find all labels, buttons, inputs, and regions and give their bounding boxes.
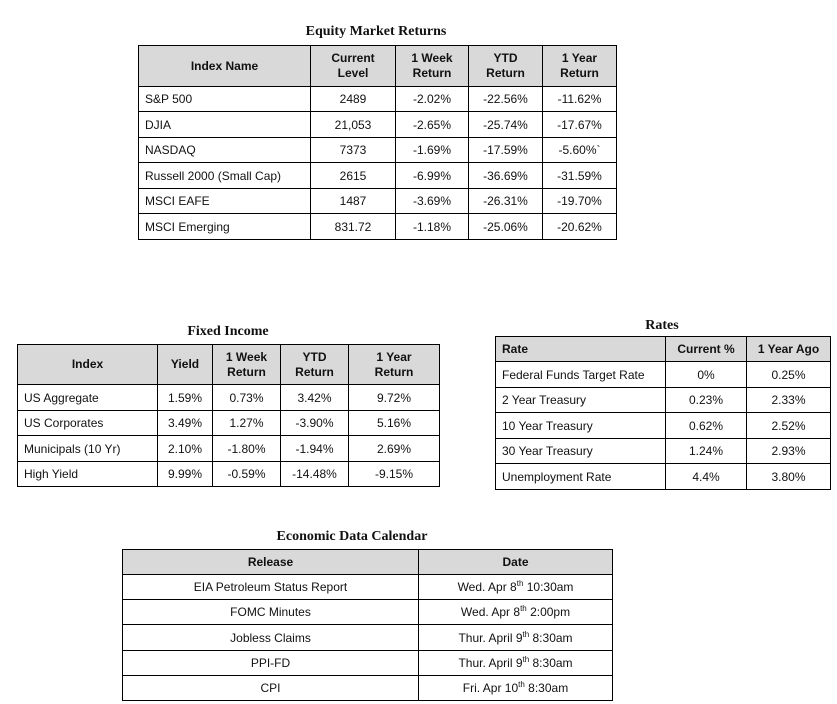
equity-cell: -22.56% [469,87,543,112]
fixed-income-cell: Municipals (10 Yr) [18,436,158,462]
rates-title: Rates [645,318,679,333]
table-row [139,163,617,189]
date-text: Thur. April 9 [458,656,523,670]
table-row [496,388,831,413]
fixed-income-cell: -1.94% [281,436,349,462]
rates-cell: 3.80% [747,464,831,490]
rates-cell: 0.62% [666,413,747,439]
rates-cell: 10 Year Treasury [496,413,666,439]
equity-cell: -36.69% [469,163,543,189]
calendar-table [122,549,613,701]
calendar-header-row [123,550,613,575]
fixed-income-cell: 0.73% [213,385,281,411]
date-suffix: th [520,604,527,613]
fixed-income-cell: 5.16% [349,411,440,436]
equity-cell: -25.74% [469,112,543,138]
fixed-income-cell: 3.49% [158,411,213,436]
date-time: 10:30am [523,580,574,594]
rates-cell: 30 Year Treasury [496,439,666,464]
fixed-income-cell: US Corporates [18,411,158,436]
rates-header: Current % [666,337,747,362]
fixed-income-cell: 9.72% [349,385,440,411]
equity-cell: -31.59% [543,163,617,189]
equity-header-row [139,46,617,87]
equity-cell: -5.60%` [543,138,617,163]
table-row [18,462,440,487]
equity-cell: 7373 [311,138,396,163]
fixed-income-cell: -3.90% [281,411,349,436]
calendar-date [419,625,613,651]
calendar-header: Date [419,550,613,575]
equity-cell: -11.62% [543,87,617,112]
equity-cell: 2489 [311,87,396,112]
date-time: 8:30am [524,681,569,695]
table-row [123,651,613,676]
date-text: Wed. Apr 8 [457,580,517,594]
fixed-income-cell: 9.99% [158,462,213,487]
calendar-release: Jobless Claims [123,625,419,651]
date-suffix: th [522,655,530,664]
table-row [18,411,440,436]
equity-cell: DJIA [139,112,311,138]
equity-cell: -1.69% [396,138,469,163]
equity-cell: 1487 [311,189,396,214]
equity-cell: 2615 [311,163,396,189]
fixed-income-cell: 1.59% [158,385,213,411]
date-time: 8:30am [529,630,573,645]
date-text: Wed. Apr 8 [460,605,521,619]
rates-cell: 1.24% [666,439,747,464]
calendar-title: Economic Data Calendar [276,529,428,544]
rates-cell: 4.4% [666,464,747,490]
rates-header: 1 Year Ago [747,337,831,362]
table-row [496,439,831,464]
calendar-release: FOMC Minutes [123,600,419,625]
equity-cell: -20.62% [543,214,617,240]
rates-cell: 2 Year Treasury [496,388,666,413]
equity-cell: Russell 2000 (Small Cap) [139,163,311,189]
equity-header: Current Level [311,46,396,87]
date-suffix: th [516,579,524,588]
calendar-release: PPI-FD [123,651,419,676]
fixed-income-header-row [18,345,440,385]
equity-cell: -6.99% [396,163,469,189]
fixed-income-header: 1 Year Return [349,345,440,385]
calendar-release: EIA Petroleum Status Report [123,575,419,600]
table-row [18,436,440,462]
fixed-income-header: 1 Week Return [213,345,281,385]
date-suffix: th [518,680,525,689]
table-row [18,385,440,411]
fixed-income-header: Yield [158,345,213,385]
equity-cell: 831.72 [311,214,396,240]
calendar-date [419,575,613,600]
table-row [139,189,617,214]
calendar-header: Release [123,550,419,575]
date-text: Thur. April 9 [458,630,523,645]
equity-cell: MSCI EAFE [139,189,311,214]
table-row [139,112,617,138]
equity-cell: -25.06% [469,214,543,240]
fixed-income-cell: 2.10% [158,436,213,462]
equity-cell: -17.59% [469,138,543,163]
date-suffix: th [522,629,530,639]
fixed-income-cell: -9.15% [349,462,440,487]
table-row [496,413,831,439]
fixed-income-cell: -14.48% [281,462,349,487]
fixed-income-table [17,344,440,487]
fixed-income-cell: 1.27% [213,411,281,436]
date-time: 2:00pm [526,605,571,619]
rates-cell: 2.93% [747,439,831,464]
equity-header: YTD Return [469,46,543,87]
equity-cell: -2.02% [396,87,469,112]
table-row [139,87,617,112]
rates-cell: Federal Funds Target Rate [496,362,666,388]
calendar-date [419,676,613,701]
rates-cell: 0% [666,362,747,388]
calendar-release: CPI [123,676,419,701]
equity-cell: 21,053 [311,112,396,138]
calendar-date [419,600,613,625]
fixed-income-cell: -0.59% [213,462,281,487]
rates-cell: 2.33% [747,388,831,413]
rates-cell: Unemployment Rate [496,464,666,490]
equity-cell: NASDAQ [139,138,311,163]
table-row [123,676,613,701]
rates-cell: 2.52% [747,413,831,439]
fixed-income-cell: US Aggregate [18,385,158,411]
equity-cell: -2.65% [396,112,469,138]
fixed-income-title: Fixed Income [187,324,269,339]
table-row [139,214,617,240]
rates-header: Rate [496,337,666,362]
equity-cell: -19.70% [543,189,617,214]
equity-cell: S&P 500 [139,87,311,112]
equity-cell: -1.18% [396,214,469,240]
equity-cell: -3.69% [396,189,469,214]
rates-table [495,336,831,490]
fixed-income-header: Index [18,345,158,385]
table-row [123,625,613,651]
equity-cell: -26.31% [469,189,543,214]
equity-table [138,45,617,240]
fixed-income-cell: 3.42% [281,385,349,411]
equity-header: 1 Week Return [396,46,469,87]
calendar-date [419,651,613,676]
table-row [496,362,831,388]
rates-cell: 0.25% [747,362,831,388]
equity-cell: -17.67% [543,112,617,138]
rates-header-row [496,337,831,362]
table-row [123,600,613,625]
equity-title: Equity Market Returns [305,24,447,39]
table-row [123,575,613,600]
fixed-income-cell: -1.80% [213,436,281,462]
table-row [496,464,831,490]
equity-header: 1 Year Return [543,46,617,87]
fixed-income-cell: High Yield [18,462,158,487]
fixed-income-cell: 2.69% [349,436,440,462]
equity-header: Index Name [139,46,311,87]
fixed-income-header: YTD Return [281,345,349,385]
rates-cell: 0.23% [666,388,747,413]
date-time: 8:30am [529,656,573,670]
equity-cell: MSCI Emerging [139,214,311,240]
date-text: Fri. Apr 10 [462,681,519,695]
table-row [139,138,617,163]
